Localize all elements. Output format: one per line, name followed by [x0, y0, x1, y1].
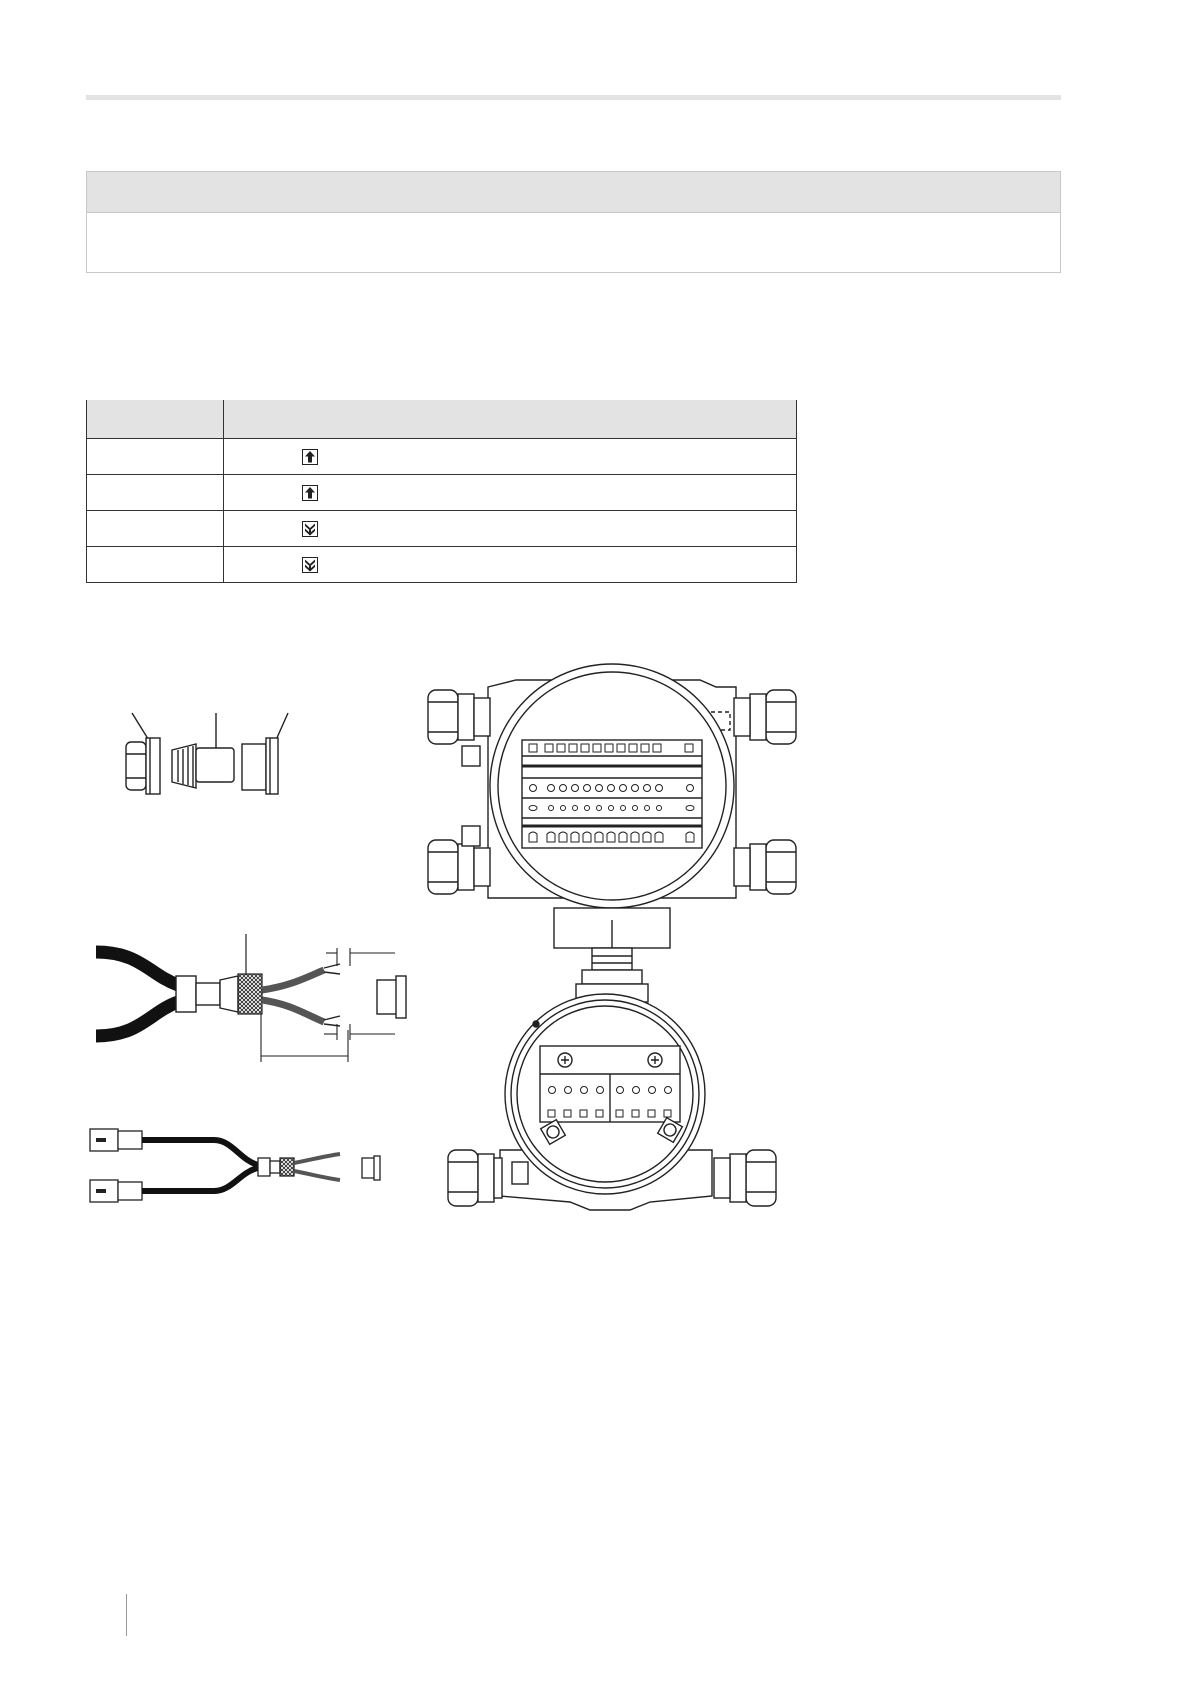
table-cell [224, 511, 797, 547]
table-row [87, 439, 797, 475]
table-cell [87, 439, 224, 475]
cable-gland-assembly [126, 713, 288, 794]
table-header-row [87, 400, 797, 439]
symbol-table [86, 400, 797, 583]
table-row [87, 511, 797, 547]
transducer-cables [90, 1129, 380, 1202]
table-row [87, 475, 797, 511]
page-margin-mark [126, 1594, 127, 1636]
note-box [86, 171, 1061, 273]
table-row [87, 547, 797, 583]
table-header-cell [224, 400, 797, 439]
double-chevron-down-icon [302, 521, 318, 537]
table-cell [87, 475, 224, 511]
prepared-cable [96, 934, 406, 1062]
header-rule [86, 95, 1061, 100]
note-box-heading [87, 172, 1060, 213]
table-cell [224, 439, 797, 475]
table-cell [224, 475, 797, 511]
table-cell [87, 547, 224, 583]
table-cell [87, 511, 224, 547]
table-header-cell [87, 400, 224, 439]
arrow-up-icon [302, 449, 318, 465]
installation-figure [80, 660, 820, 1240]
junction-box [448, 994, 776, 1210]
double-chevron-down-icon [302, 557, 318, 573]
table-cell [224, 547, 797, 583]
arrow-up-icon [302, 485, 318, 501]
